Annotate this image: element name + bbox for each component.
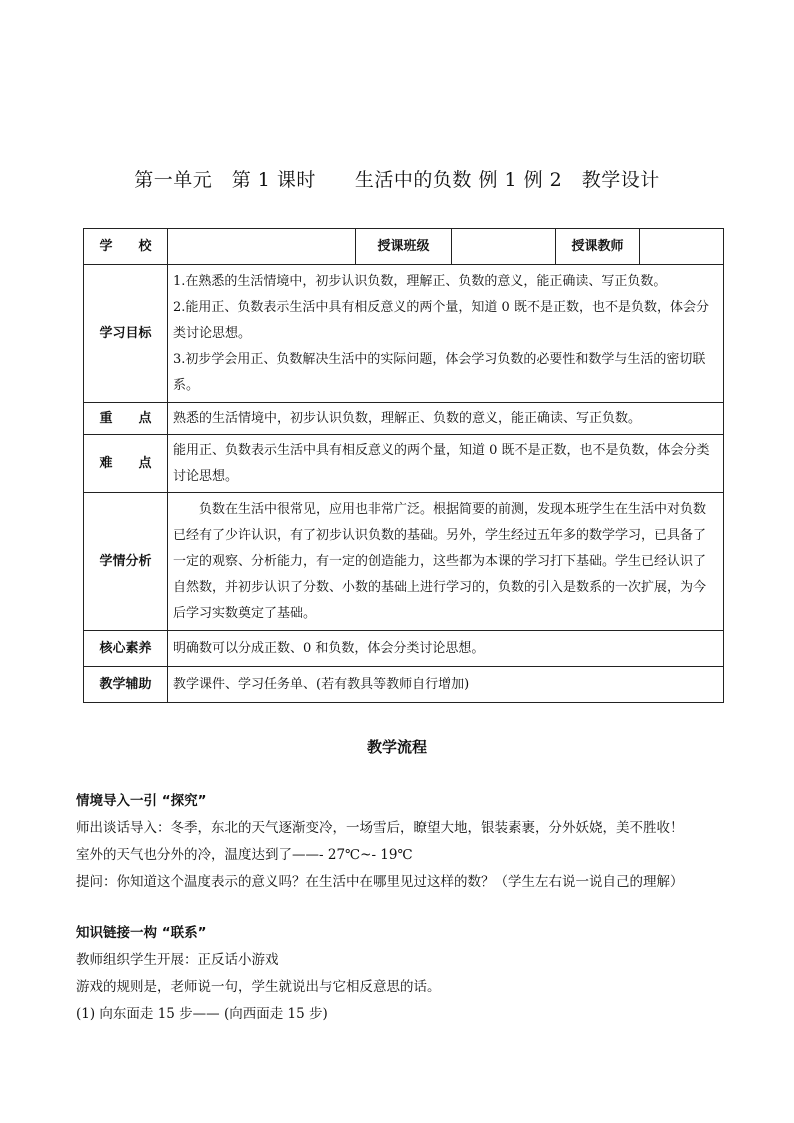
school-label: 学 校 <box>84 229 168 265</box>
paragraph-line: 师出谈话导入：冬季，东北的天气逐渐变冷，一场雪后，瞭望大地，银装素裹，分外妖娆，美不胜收！ <box>76 820 684 836</box>
goals-label: 学习目标 <box>84 265 168 403</box>
paragraph-line: 室外的天气也分外的冷，温度达到了——- 27℃~- 19℃ <box>76 847 413 863</box>
goals-cell <box>168 265 724 403</box>
paragraph-line: 教师组织学生开展：正反话小游戏 <box>76 952 279 968</box>
analysis-value: 负数在生活中很常见，应用也非常广泛。根据简要的前测，发现本班学生在生活中对负数已经有了少许认识，有了初步认识负数的基础。另外，学生经过五年多的数学学习，已具备了一定的观察、分析能力，有一定的创造能力，这些都为本课的学习打下基础。学生已经认识了自然数，并初步认识了分数、小数的基础上进行学习的，负数的引入是数系的一次扩展，为今后学习实数奠定了基础。 <box>168 493 724 631</box>
lesson-info-table <box>83 228 724 703</box>
teaching-aid-label: 教学辅助 <box>84 667 168 703</box>
table-row <box>84 403 724 435</box>
table-row <box>84 229 724 265</box>
class-label: 授课班级 <box>356 229 452 265</box>
teacher-label: 授课教师 <box>556 229 640 265</box>
difficult-point-label: 难 点 <box>84 435 168 493</box>
goal-item: 1.在熟悉的生活情境中，初步认识负数，理解正、负数的意义，能正确读、写正负数。 <box>173 273 667 289</box>
section-scenario-intro <box>76 788 736 896</box>
key-point-label: 重 点 <box>84 403 168 435</box>
paragraph-line: 游戏的规则是，老师说一句，学生就说出与它相反意思的话。 <box>76 979 441 995</box>
table-row <box>84 493 724 631</box>
goal-item: 3.初步学会用正、负数解决生活中的实际问题，体会学习负数的必要性和数学与生活的密切联系。 <box>173 351 706 393</box>
goal-item: 2.能用正、负数表示生活中具有相反意义的两个量，知道 0 既不是正数，也不是负数，体会分类讨论思想。 <box>173 299 709 341</box>
difficult-point-value: 能用正、负数表示生活中具有相反意义的两个量，知道 0 既不是正数，也不是负数，体会分类讨论思想。 <box>168 435 724 493</box>
paragraph-line: 提问：你知道这个温度表示的意义吗？在生活中在哪里见过这样的数？（学生左右说一说自己的理解） <box>76 874 684 890</box>
page-title: 第一单元 第 1 课时 生活中的负数 例 1 例 2 教学设计 <box>134 169 660 191</box>
table-row <box>84 435 724 493</box>
paragraph-line: (1) 向东面走 15 步—— (向西面走 15 步) <box>76 1006 328 1022</box>
teaching-aid-value: 教学课件、学习任务单、(若有教具等教师自行增加) <box>168 667 724 703</box>
section-knowledge-link <box>76 920 736 1028</box>
teaching-flow-title: 教学流程 <box>366 738 427 756</box>
table-row <box>84 265 724 403</box>
core-literacy-value: 明确数可以分成正数、0 和负数，体会分类讨论思想。 <box>168 631 724 667</box>
table-row <box>84 631 724 667</box>
class-value[interactable] <box>452 229 556 265</box>
school-value[interactable] <box>168 229 356 265</box>
section-heading: 知识链接一构 “联系” <box>76 925 207 941</box>
teacher-value[interactable] <box>640 229 724 265</box>
core-literacy-label: 核心素养 <box>84 631 168 667</box>
key-point-value: 熟悉的生活情境中，初步认识负数，理解正、负数的意义，能正确读、写正负数。 <box>168 403 724 435</box>
table-row <box>84 667 724 703</box>
analysis-label: 学情分析 <box>84 493 168 631</box>
section-heading: 情境导入一引 “探究” <box>76 793 207 809</box>
